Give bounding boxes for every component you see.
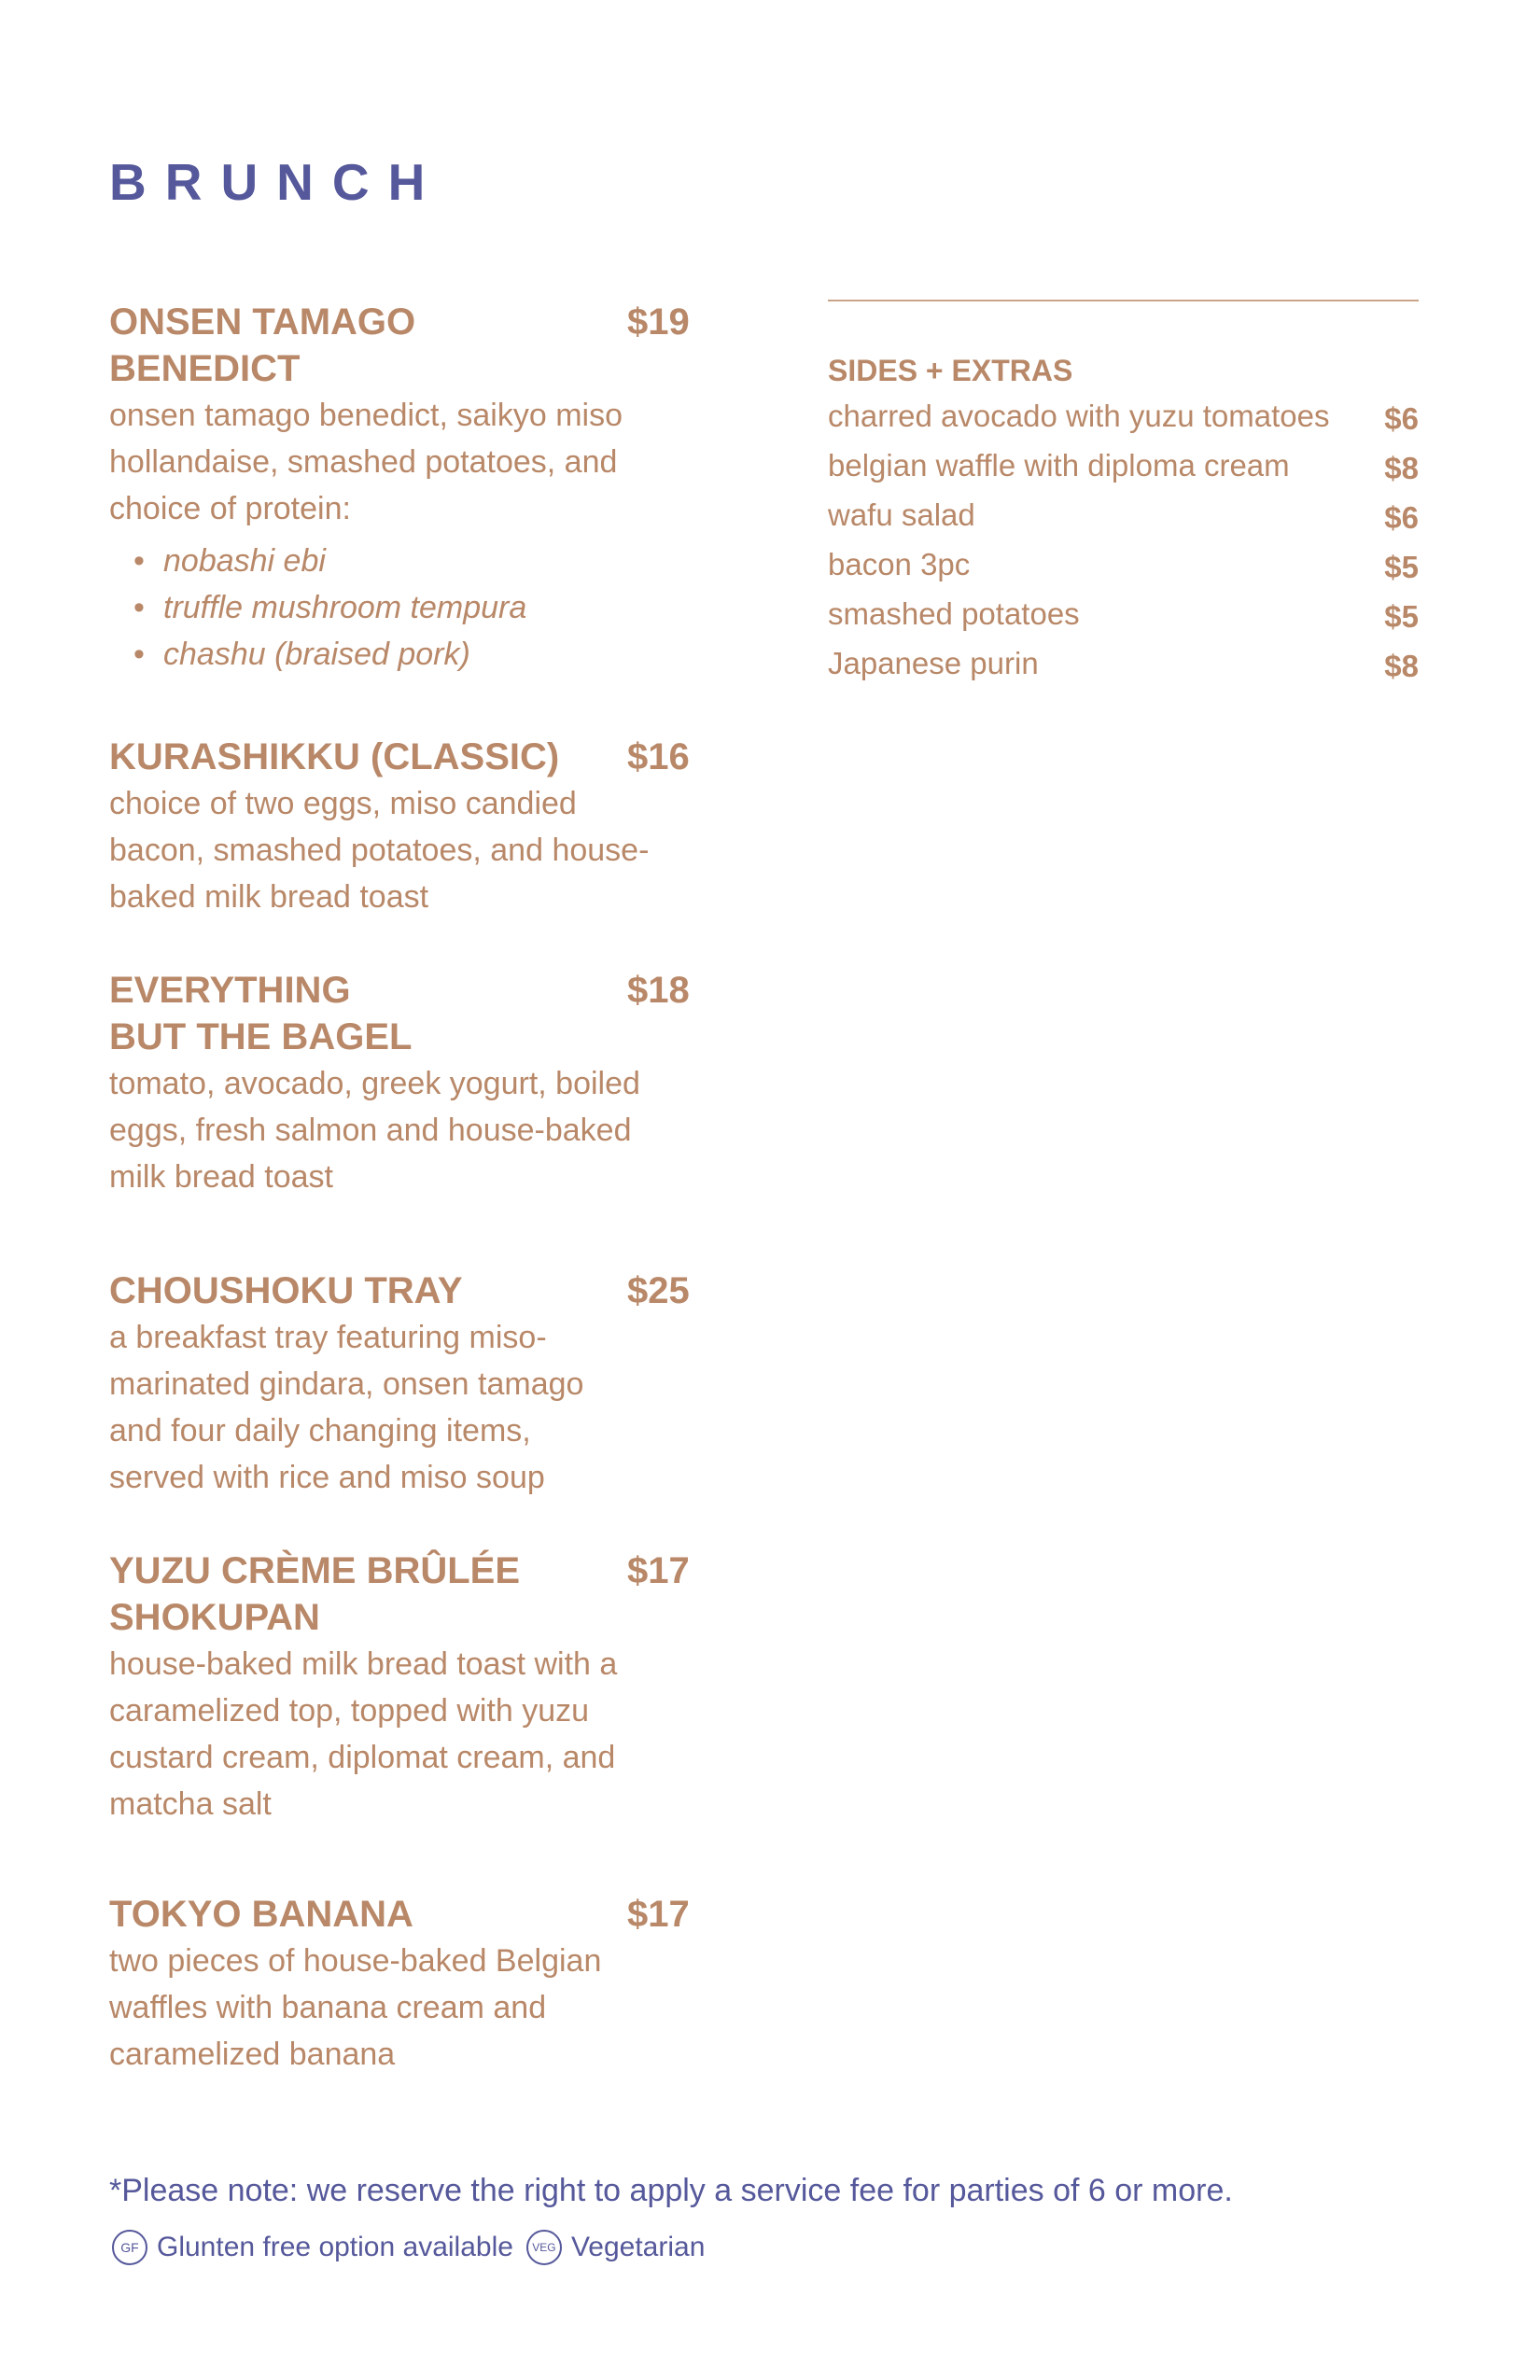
item-price: $25 xyxy=(627,1270,690,1311)
side-item-name: wafu salad xyxy=(828,497,975,532)
side-item xyxy=(828,441,1419,490)
side-item xyxy=(828,490,1419,539)
side-item-name: bacon 3pc xyxy=(828,547,971,581)
bullet-icon: • xyxy=(133,637,145,672)
item-name: TOKYO BANANA xyxy=(109,1894,413,1935)
protein-option: • nobashi ebi xyxy=(133,538,707,584)
side-item-price: $5 xyxy=(1384,550,1419,584)
menu-item-yuzu-creme-brulee-shokupan xyxy=(109,1547,707,1827)
side-item-name: smashed potatoes xyxy=(828,596,1080,631)
item-name: KURASHIKKU (CLASSIC) xyxy=(109,736,560,777)
item-price: $17 xyxy=(627,1550,690,1591)
item-description: tomato, avocado, greek yogurt, boiled eggs, fresh salmon and house-baked milk bread toast xyxy=(109,1066,640,1195)
side-item-price: $6 xyxy=(1384,500,1419,535)
side-item-price: $8 xyxy=(1384,451,1419,485)
side-item xyxy=(828,638,1419,688)
bullet-icon: • xyxy=(133,590,145,625)
side-item-name: Japanese purin xyxy=(828,646,1039,680)
item-price: $18 xyxy=(627,970,690,1011)
side-item-name: belgian waffle with diploma cream xyxy=(828,448,1290,483)
divider xyxy=(828,300,1419,301)
item-price: $16 xyxy=(627,736,690,777)
dietary-legend xyxy=(112,2227,718,2268)
item-price: $17 xyxy=(627,1894,690,1935)
gluten-free-icon: GF xyxy=(112,2230,147,2265)
vegetarian-icon: VEG xyxy=(526,2230,562,2265)
item-name: ONSEN TAMAGO BENEDICT xyxy=(109,301,416,389)
menu-item-onsen-tamago-benedict xyxy=(109,299,707,678)
menu-heading: BRUNCH xyxy=(109,153,444,211)
item-description: two pieces of house-baked Belgian waffles with banana cream and caramelized banana xyxy=(109,1943,602,2072)
service-fee-note: *Please note: we reserve the right to apply a service fee for parties of 6 or more. xyxy=(109,2173,1233,2208)
item-description: onsen tamago benedict, saikyo miso hollandaise, smashed potatoes, and choice of protein: xyxy=(109,398,623,526)
side-item-price: $6 xyxy=(1384,401,1419,436)
protein-option: • chashu (braised pork) xyxy=(133,631,707,678)
item-description: choice of two eggs, miso candied bacon, smashed potatoes, and house-baked milk bread toast xyxy=(109,786,650,915)
side-item xyxy=(828,589,1419,638)
gluten-free-label: Glunten free option available xyxy=(157,2232,513,2262)
item-name: CHOUSHOKU TRAY xyxy=(109,1270,463,1311)
brunch-items xyxy=(109,299,707,2078)
sides-title: SIDES + EXTRAS xyxy=(828,354,1073,387)
protein-option: • truffle mushroom tempura xyxy=(133,584,707,631)
side-item xyxy=(828,539,1419,589)
menu-item-kurashikku xyxy=(109,734,707,920)
item-description: house-baked milk bread toast with a caramelized top, topped with yuzu custard cream, diplomat cream, and matcha salt xyxy=(109,1646,618,1822)
vegetarian-label: Vegetarian xyxy=(570,2232,706,2262)
side-item-price: $8 xyxy=(1384,649,1419,683)
bullet-icon: • xyxy=(133,543,145,579)
item-price: $19 xyxy=(627,301,690,343)
side-item xyxy=(828,391,1419,441)
side-item-name: charred avocado with yuzu tomatoes xyxy=(828,399,1330,433)
menu-item-everything-but-the-bagel xyxy=(109,967,707,1200)
item-name: EVERYTHING BUT THE BAGEL xyxy=(109,970,413,1057)
menu-item-choushoku-tray xyxy=(109,1267,707,1501)
sides-section xyxy=(828,300,1419,688)
side-item-price: $5 xyxy=(1384,599,1419,634)
item-name: YUZU CRÈME BRÛLÉE SHOKUPAN xyxy=(109,1550,521,1638)
protein-options xyxy=(109,538,707,678)
menu-item-tokyo-banana xyxy=(109,1891,707,2078)
item-description: a breakfast tray featuring miso-marinated gindara, onsen tamago and four daily changing items, served with rice and miso soup xyxy=(109,1320,584,1495)
